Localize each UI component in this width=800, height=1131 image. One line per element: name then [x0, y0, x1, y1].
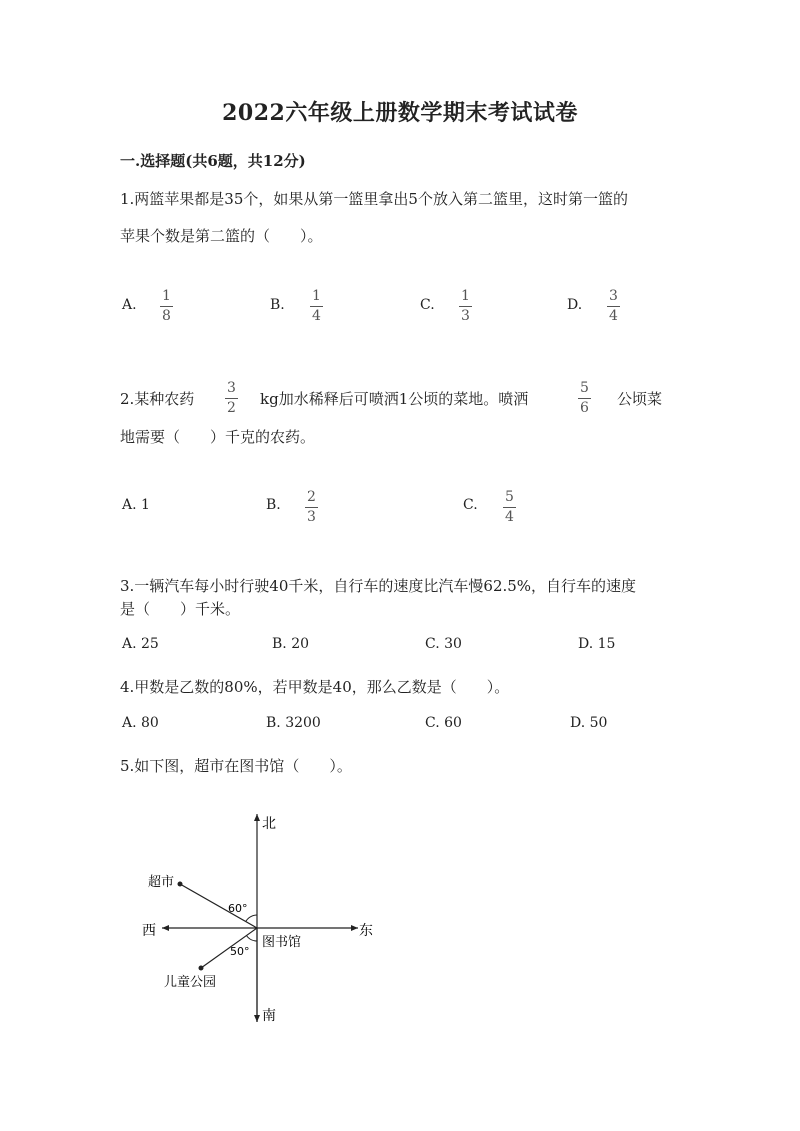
q2-line2: 地需要（ ）千克的农药。	[120, 428, 316, 446]
fraction-numerator: 3	[227, 380, 236, 396]
q3-line2: 是（ ）千米。	[120, 600, 241, 618]
q1-option-c-label: C.	[420, 297, 435, 313]
supermarket-dot	[178, 882, 183, 887]
q2-prefix: 2.某种农药	[120, 390, 195, 408]
q3-line1: 3.一辆汽车每小时行驶40千米，自行车的速度比汽车慢62.5%，自行车的速度	[120, 577, 637, 595]
fraction-denominator: 3	[461, 308, 470, 324]
q2-option-b-fraction	[305, 490, 318, 524]
fraction-numerator: 1	[461, 288, 470, 304]
q3-option-d: D. 15	[578, 636, 616, 652]
q2-fraction-1	[225, 381, 238, 415]
q1-line2: 苹果个数是第二篮的（ ）。	[120, 227, 323, 245]
fraction-denominator: 4	[609, 308, 618, 324]
q2-option-a: A. 1	[122, 497, 150, 513]
park-label: 儿童公园	[164, 975, 217, 990]
q1-option-a-label: A.	[122, 297, 137, 313]
fraction-bar	[310, 306, 323, 307]
q2-option-c-fraction	[503, 490, 516, 524]
fraction-denominator: 2	[227, 400, 236, 416]
east-label: 东	[359, 923, 373, 939]
fraction-bar	[225, 398, 238, 399]
q4-option-c: C. 60	[425, 715, 462, 731]
fraction-denominator: 8	[162, 308, 171, 324]
q2-fraction-2	[578, 381, 591, 415]
library-label: 图书馆	[262, 935, 302, 950]
angle-arc-top	[246, 915, 257, 922]
fraction-numerator: 1	[162, 288, 171, 304]
fraction-bar	[503, 507, 516, 508]
north-label: 北	[262, 816, 276, 832]
fraction-numerator: 5	[580, 380, 589, 396]
q4-option-a: A. 80	[122, 715, 159, 731]
angle-arc-bottom	[246, 936, 257, 942]
fraction-numerator: 3	[609, 288, 618, 304]
direction-diagram	[130, 800, 390, 1040]
fraction-denominator: 4	[505, 509, 514, 525]
supermarket-label: 超市	[148, 875, 175, 890]
q2-option-c-label: C.	[463, 497, 478, 513]
fraction-numerator: 2	[307, 489, 316, 505]
q3-option-c: C. 30	[425, 636, 462, 652]
q4-line1: 4.甲数是乙数的80%，若甲数是40，那么乙数是（ ）。	[120, 678, 510, 696]
park-dot	[199, 966, 204, 971]
west-label: 西	[142, 923, 156, 939]
q1-line1: 1.两篮苹果都是35个，如果从第一篮里拿出5个放入第二篮里，这时第一篮的	[120, 190, 628, 208]
q4-option-b: B. 3200	[266, 715, 321, 731]
fraction-numerator: 5	[505, 489, 514, 505]
q1-option-a-fraction	[160, 289, 173, 323]
fraction-numerator: 1	[312, 288, 321, 304]
q1-option-d-fraction	[607, 289, 620, 323]
page-title: 2022六年级上册数学期末考试试卷	[222, 100, 578, 126]
q3-option-a: A. 25	[122, 636, 159, 652]
q1-option-c-fraction	[459, 289, 472, 323]
q4-option-d: D. 50	[570, 715, 608, 731]
fraction-bar	[459, 306, 472, 307]
fraction-denominator: 6	[580, 400, 589, 416]
fraction-denominator: 4	[312, 308, 321, 324]
q1-option-b-label: B.	[270, 297, 285, 313]
fraction-bar	[578, 398, 591, 399]
fraction-bar	[305, 507, 318, 508]
q1-option-b-fraction	[310, 289, 323, 323]
angle-bottom-label: 50°	[230, 945, 250, 958]
fraction-bar	[607, 306, 620, 307]
q3-option-b: B. 20	[272, 636, 310, 652]
q1-option-d-label: D.	[567, 297, 583, 313]
angle-top-label: 60°	[228, 902, 248, 915]
south-label: 南	[262, 1008, 276, 1024]
fraction-denominator: 3	[307, 509, 316, 525]
q2-option-b-label: B.	[266, 497, 281, 513]
q5-line1: 5.如下图，超市在图书馆（ ）。	[120, 757, 352, 775]
q2-suffix: 公顷菜	[617, 390, 663, 408]
fraction-bar	[160, 306, 173, 307]
q2-middle: kg加水稀释后可喷洒1公顷的菜地。喷洒	[260, 390, 529, 408]
section-heading: 一.选择题(共6题，共12分)	[120, 152, 306, 170]
